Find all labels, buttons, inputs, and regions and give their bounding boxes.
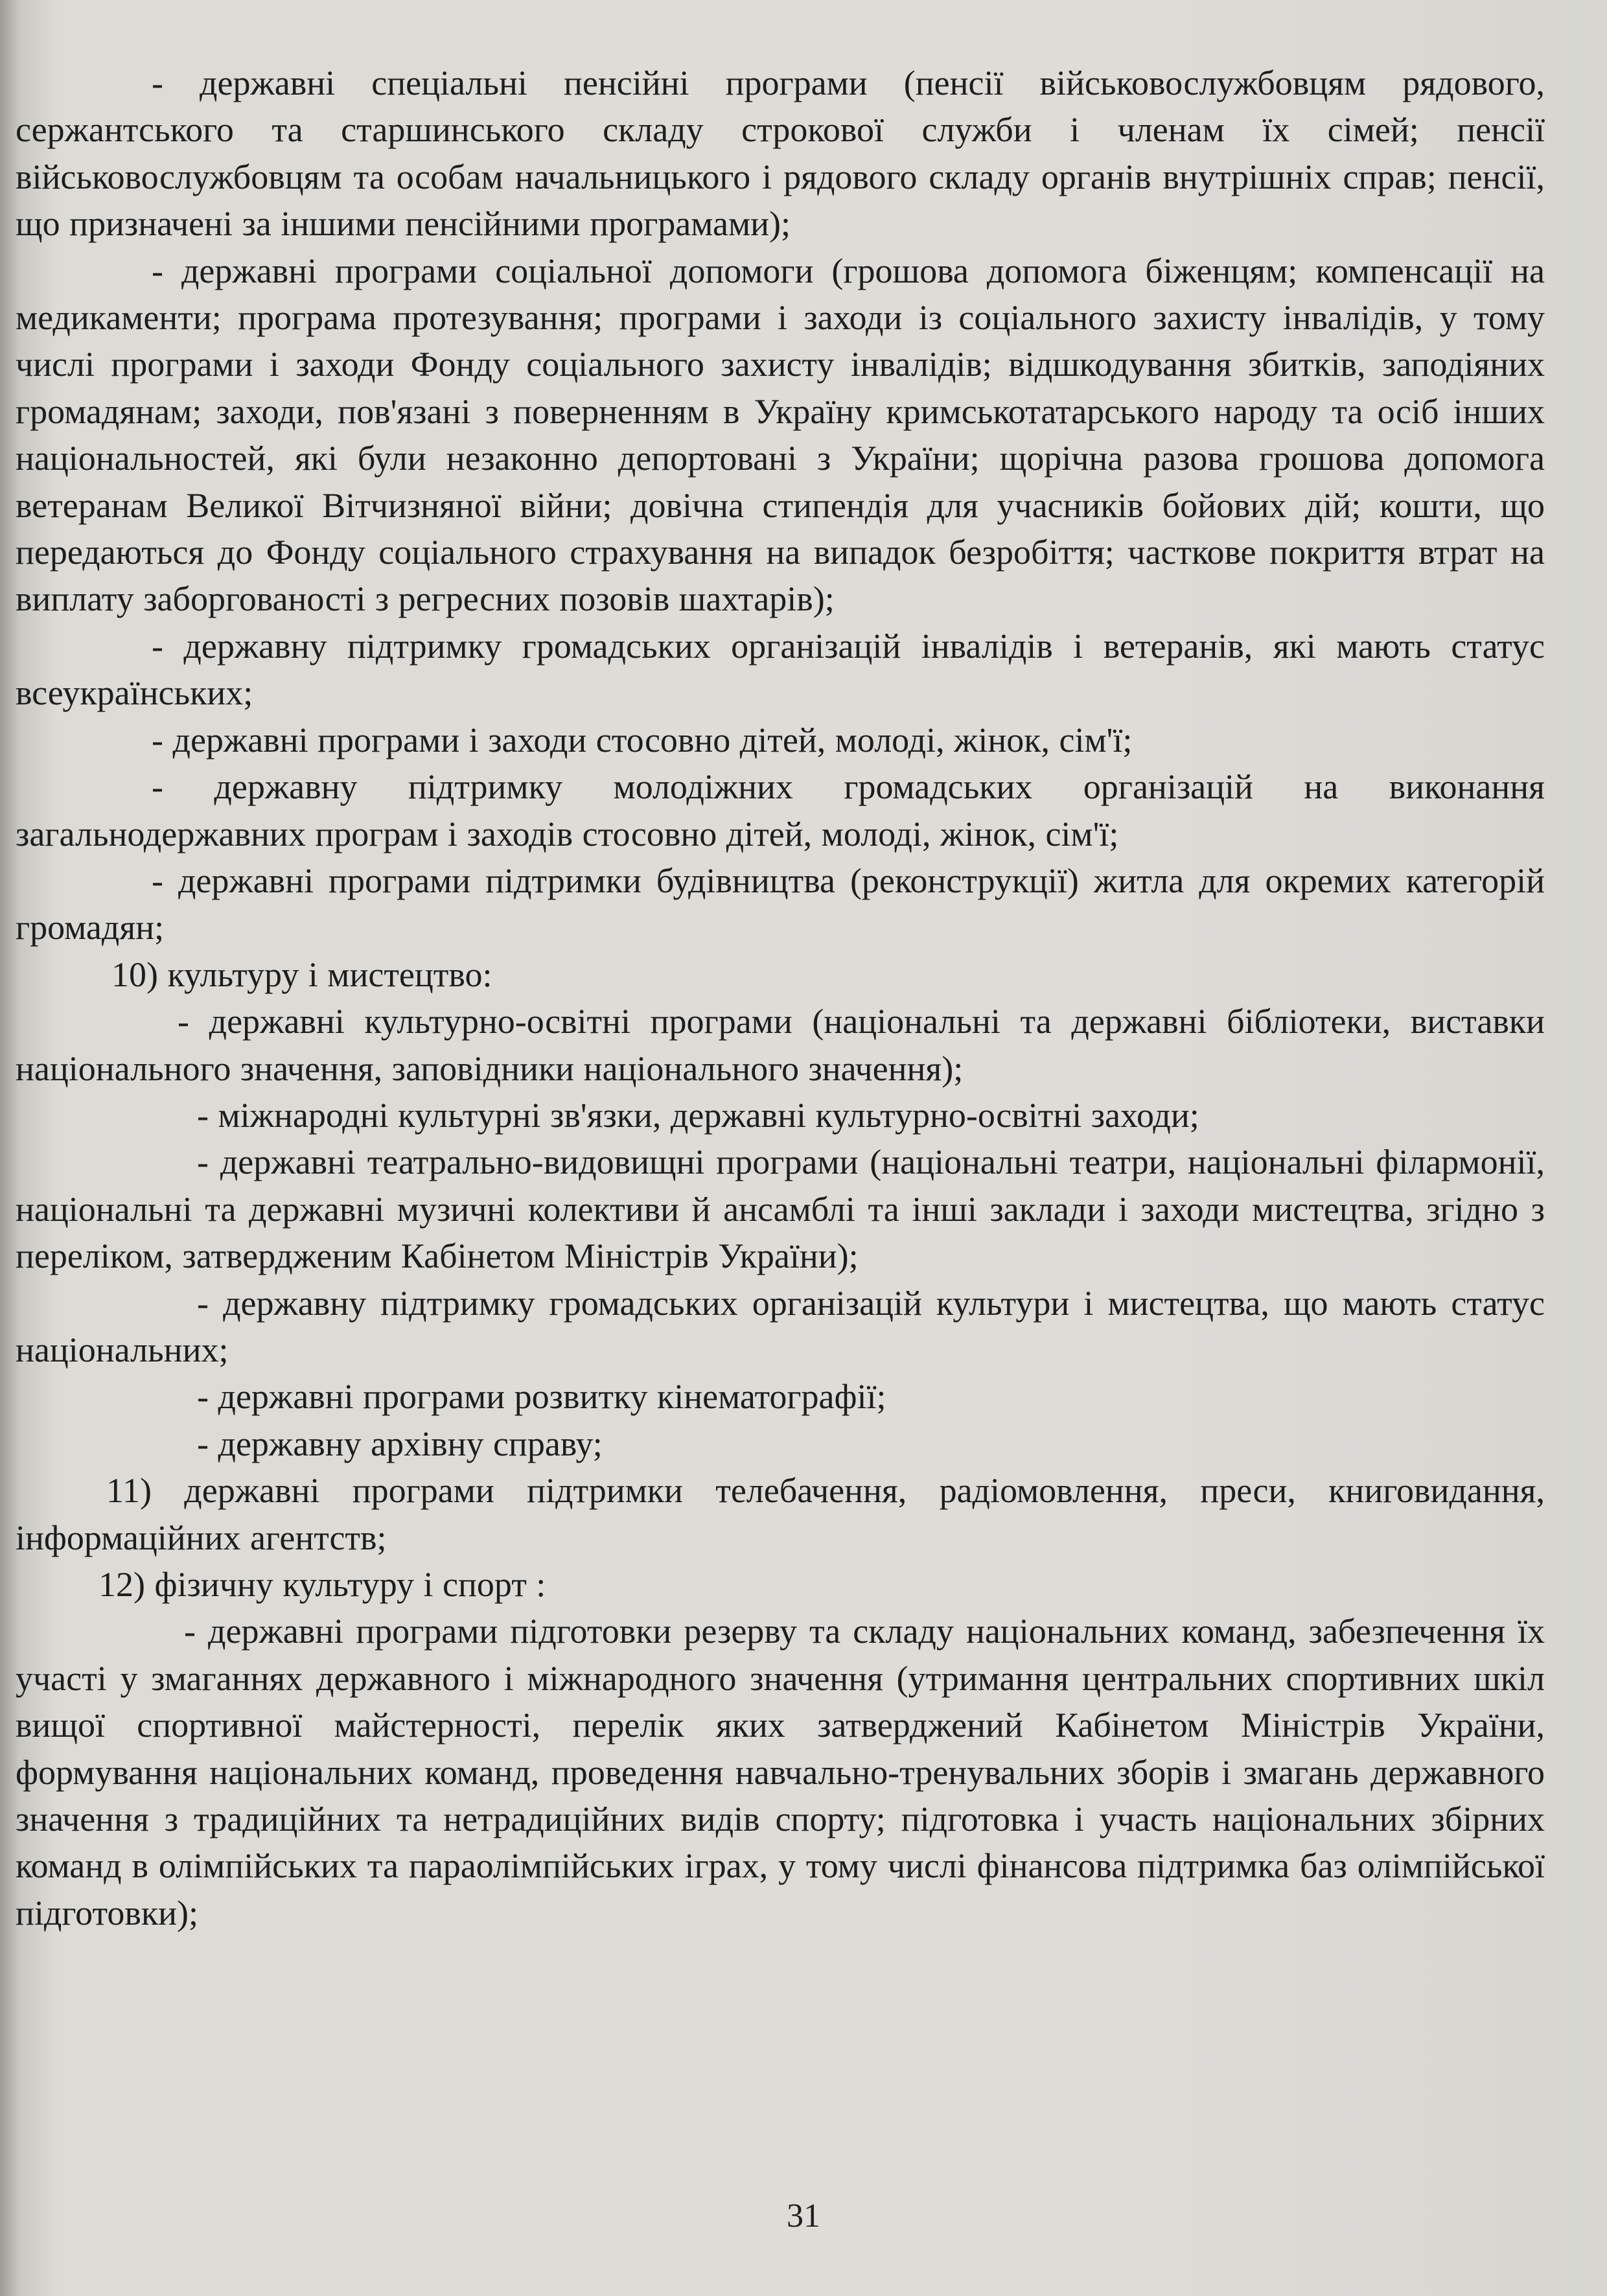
paragraph: - державні театрально-видовищні програми (національні театри, національні філармонії, національні та державні музичні колективи й ансамблі та інші заклади і заходи мистецтва, згідно з переліком, затвердженим Кабінетом Міністрів України); [16, 1142, 1545, 1276]
paragraph: - державну архівну справу; [197, 1424, 603, 1463]
document-body [16, 60, 1545, 1936]
paragraph: - державну підтримку громадських організацій інвалідів і ветеранів, які мають статус всеукраїнських; [16, 626, 1545, 713]
section-heading: 11) державні програми підтримки телебачення, радіомовлення, преси, книговидання, інформаційних агентств; [16, 1471, 1545, 1557]
section-heading: 10) культуру і мистецтво: [111, 955, 492, 994]
paragraph: - державні програми і заходи стосовно дітей, молоді, жінок, сім'ї; [152, 720, 1133, 760]
paragraph: - державні програми підготовки резерву та складу національних команд, забезпечення їх участі у змаганнях державного і міжнародного значення (утримання центральних спортивних шкіл вищої спортивної майстерності, перелік яких затверджений Кабінетом Міністрів України, формування національних команд, проведення навчально-тренувальних зборів і змагань державного значення з традиційних та нетрадиційних видів спорту; підготовка і участь національних збірних команд в олімпійських та параолімпійських іграх, у тому числі фінансова підтримка баз олімпійської підготовки); [16, 1612, 1545, 1932]
paragraph: - державну підтримку молодіжних громадських організацій на виконання загальнодержавних програм і заходів стосовно дітей, молоді, жінок, сім'ї; [16, 767, 1545, 853]
paragraph: - державні спеціальні пенсійні програми (пенсії військовослужбовцям рядового, сержантського та старшинського складу строкової служби і членам їх сімей; пенсії військовослужбовцям та особам начальницького і рядового складу органів внутрішніх справ; пенсії, що призначені за іншими пенсійними програмами); [16, 64, 1545, 244]
paragraph: - державні програми соціальної допомоги (грошова допомога біженцям; компенсації на медикаменти; програма протезування; програми і заходи із соціального захисту інвалідів, у тому числі програми і заходи Фонду соціального захисту інвалідів; відшкодування збитків, заподіяних громадянам; заходи, пов'язані з поверненням в Україну кримськотатарського народу та осіб інших національностей, які були незаконно депортовані з України; щорічна разова грошова допомога ветеранам Великої Вітчизняної війни; довічна стипендія для учасників бойових дій; кошти, що передаються до Фонду соціального страхування на випадок безробіття; часткове покриття втрат на виплату заборгованості з регресних позовів шахтарів); [16, 251, 1545, 619]
paragraph: - державні програми підтримки будівництва (реконструкції) житла для окремих категорій громадян; [16, 861, 1545, 947]
page-number: 31 [787, 2197, 820, 2234]
section-heading: 12) фізичну культуру і спорт : [98, 1565, 546, 1604]
paragraph: - державні програми розвитку кінематографії; [197, 1377, 886, 1417]
paragraph: - державні культурно-освітні програми (національні та державні бібліотеки, виставки національного значення, заповідники національного значення); [16, 1002, 1545, 1088]
paragraph: - міжнародні культурні зв'язки, державні культурно-освітні заходи; [197, 1095, 1199, 1135]
paragraph: - державну підтримку громадських організацій культури і мистецтва, що мають статус національних; [16, 1283, 1545, 1369]
